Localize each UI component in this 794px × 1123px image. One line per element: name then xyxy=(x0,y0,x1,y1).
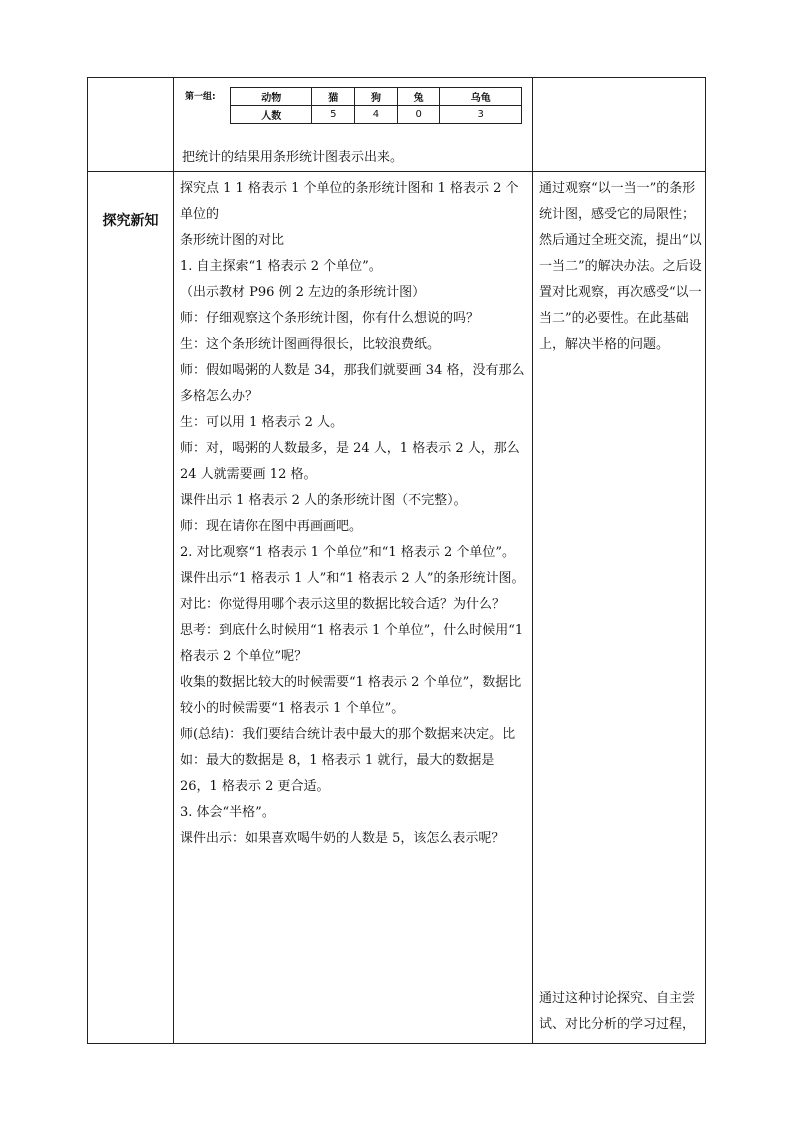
table-cell: 0 xyxy=(397,106,440,124)
table-row-label: 人数 xyxy=(231,106,312,124)
content-line: 对比：你觉得用哪个表示这里的数据比较合适？为什么？ xyxy=(180,597,506,612)
row-divider xyxy=(88,171,705,172)
table-header-cell: 动物 xyxy=(231,88,312,106)
lesson-table xyxy=(87,77,706,1044)
teaching-note-continued: 通过这种讨论探究、自主尝试、对比分析的学习过程， xyxy=(539,991,696,1032)
content-line: 课件出示 1 格表示 2 人的条形统计图（不完整）。 xyxy=(180,493,467,508)
table-header-cell: 乌龟 xyxy=(440,88,522,106)
content-line: 收集的数据比较大的时候需要“1 格表示 2 个单位”，数据比较小的时候需要“1 格表示 1 个单位”。 xyxy=(180,675,522,716)
column-divider-right xyxy=(532,78,533,1043)
table-cell: 3 xyxy=(440,106,522,124)
content-line: 3. 体会“半格”。 xyxy=(180,805,275,820)
content-line: 生：可以用 1 格表示 2 人。 xyxy=(180,415,344,430)
table-cell: 5 xyxy=(312,106,355,124)
table-cell: 4 xyxy=(355,106,398,124)
content-line: 师：假如喝粥的人数是 34，那我们就要画 34 格，没有那么多格怎么办？ xyxy=(180,363,525,404)
table-header-cell: 兔 xyxy=(397,88,440,106)
content-line: 师：仔细观察这个条形统计图，你有什么想说的吗？ xyxy=(180,311,480,326)
group-label: 第一组: xyxy=(185,92,216,102)
content-line: 1. 自主探索“1 格表示 2 个单位”。 xyxy=(180,259,382,274)
table-header-cell: 猫 xyxy=(312,88,355,106)
content-line: 师(总结)：我们要结合统计表中最大的那个数据来决定。比如：最大的数据是 8，1 格表示 1 就行，最大的数据是 26，1 格表示 2 更合适。 xyxy=(180,727,516,794)
table-header-row xyxy=(231,88,522,106)
column-divider-left xyxy=(173,78,174,1043)
content-line: 条形统计图的对比 xyxy=(180,233,285,248)
content-line: 思考：到底什么时候用“1 格表示 1 个单位”，什么时候用“1 格表示 2 个单位”呢？ xyxy=(180,623,524,664)
content-line: 师：现在请你在图中再画画吧。 xyxy=(180,519,363,534)
teaching-note: 通过观察“以一当一”的条形统计图，感受它的局限性；然后通过全班交流，提出“以一当二”的解决办法。之后设置对比观察，再次感受“以一当二”的必要性。在此基础上，解决半格的问题。 xyxy=(539,181,702,352)
summary-text: 把统计的结果用条形统计图表示出来。 xyxy=(182,150,404,165)
content-line: 课件出示：如果喜欢喝牛奶的人数是 5，该怎么表示呢？ xyxy=(180,831,505,846)
section-label: 探究新知 xyxy=(102,213,159,229)
content-line: 2. 对比观察“1 格表示 1 个单位”和“1 格表示 2 个单位”。 xyxy=(180,545,515,560)
content-line: 生：这个条形统计图画得很长，比较浪费纸。 xyxy=(180,337,441,352)
table-header-cell: 狗 xyxy=(355,88,398,106)
content-line: 探究点 1 1 格表示 1 个单位的条形统计图和 1 格表示 2 个单位的 xyxy=(180,181,519,222)
statistics-table xyxy=(230,87,522,124)
table-row xyxy=(231,106,522,124)
content-line: 师：对，喝粥的人数最多，是 24 人，1 格表示 2 人，那么 24 人就需要画 12 格。 xyxy=(180,441,520,482)
content-line: 课件出示“1 格表示 1 人”和“1 格表示 2 人”的条形统计图。 xyxy=(180,571,525,586)
lesson-content xyxy=(180,176,525,852)
content-line: （出示教材 P96 例 2 左边的条形统计图） xyxy=(180,285,426,300)
